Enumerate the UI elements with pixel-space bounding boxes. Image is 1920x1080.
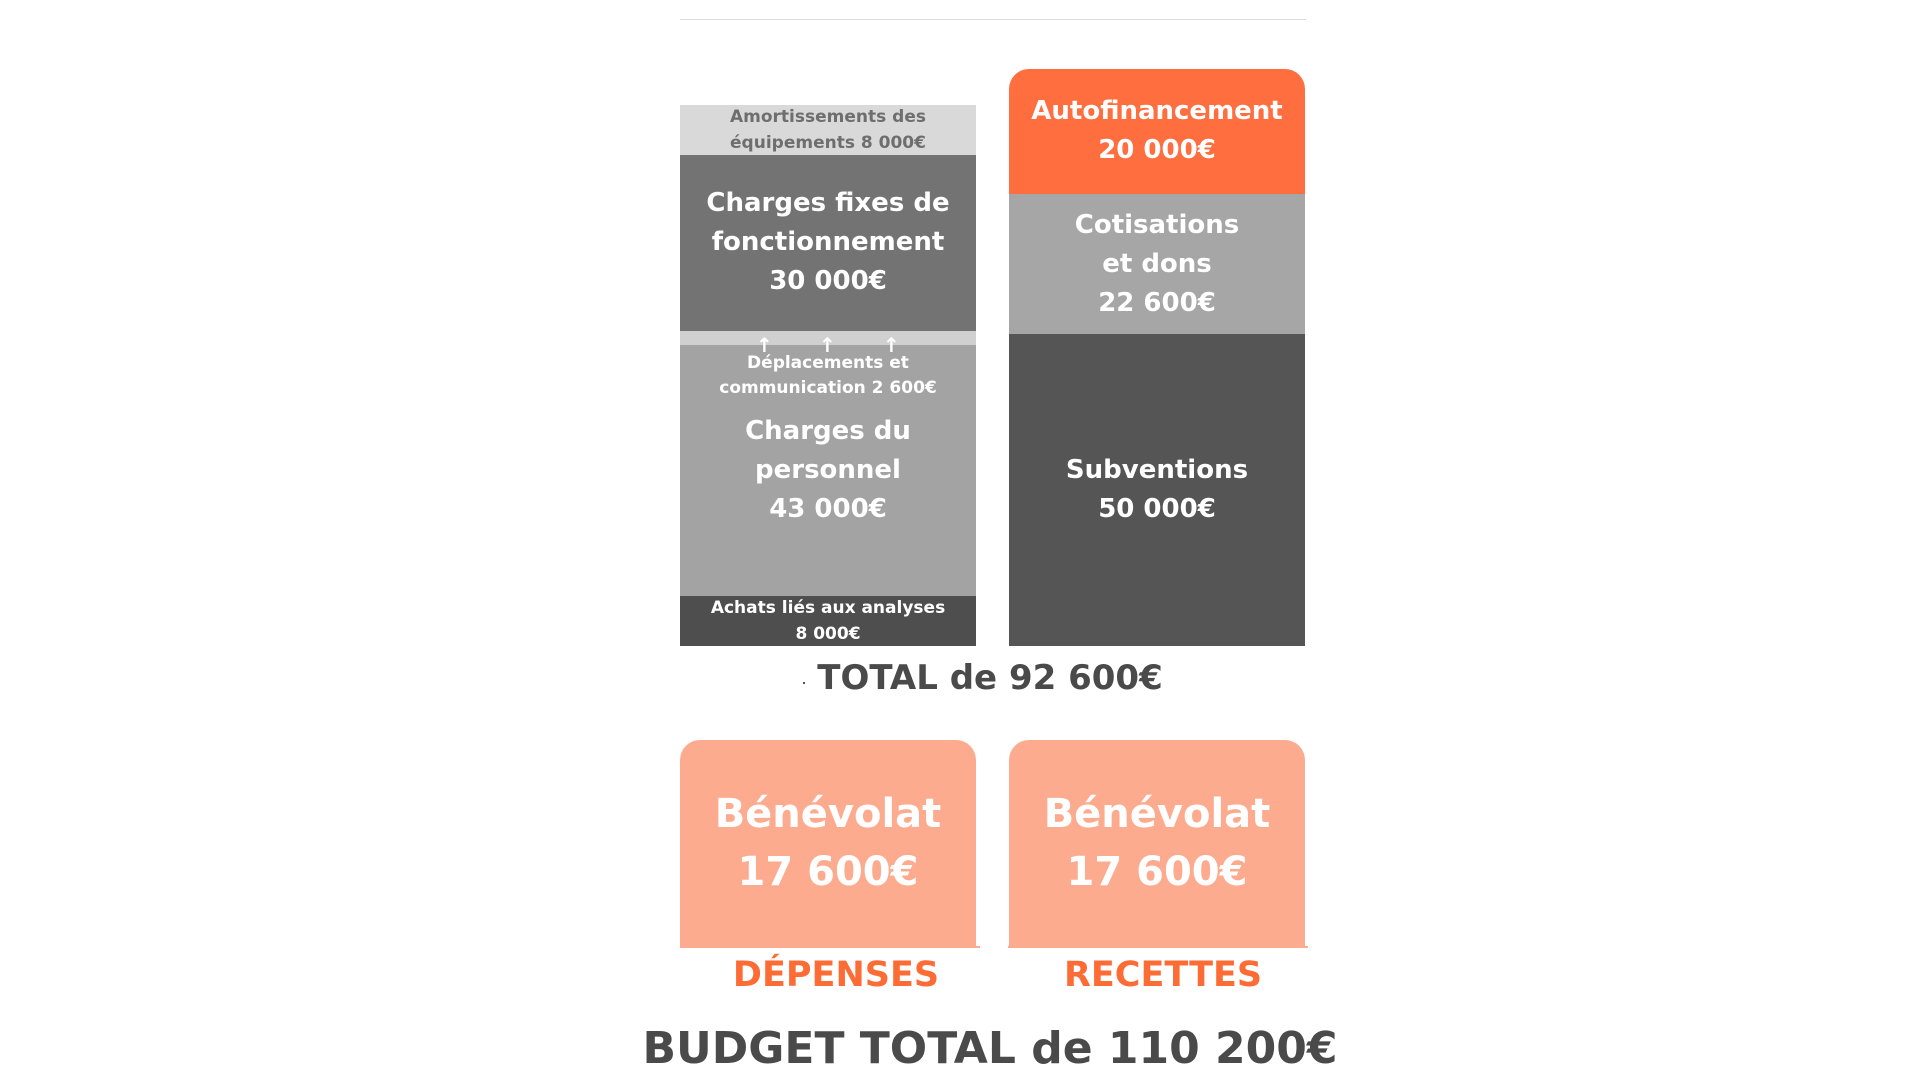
segment-label: Autofinancement 20 000€ [1031,96,1283,166]
arrow-up-icon: ↑ [883,332,900,357]
grand-total-label: BUDGET TOTAL de 110 200€ [642,1023,1338,1074]
segment-label: Subventions 50 000€ [1065,455,1249,525]
segment-bar [1009,194,1305,335]
subtotal-label: TOTAL de 92 600€ [817,658,1163,698]
arrow-up-icon: ↑ [819,332,836,357]
benevolat-recettes-bar [1009,740,1305,946]
benevolat-depenses-title: Bénévolat [714,791,942,837]
segment-bar [680,596,976,646]
segment-label: Amortissements des équipements 8 000€ [730,107,926,154]
segment-bar [1009,334,1305,646]
segment-deplacements [680,331,976,412]
benevolat-recettes-value: 17 600€ [1066,849,1248,895]
top-divider [680,19,1306,20]
segment-label: Cotisations et dons 22 600€ [1074,209,1240,318]
recettes-label: RECETTES [1063,955,1263,995]
segment-bar [680,155,976,330]
segment-bar [1009,69,1305,194]
benevolat-depenses-bar [680,740,976,946]
segment-label: Déplacements et communication 2 600€ [719,352,937,398]
depenses-label: DÉPENSES [732,955,940,995]
segment-label: Achats liés aux analyses 8 000€ [710,597,946,644]
benevolat-recettes-title: Bénévolat [1043,791,1271,837]
segment-label: Charges fixes de fonctionnement 30 000€ [706,188,950,297]
arrow-up-icon: ↑ [756,332,773,357]
benevolat-depenses-baseline [680,946,980,948]
benevolat-depenses-value: 17 600€ [737,849,919,895]
recettes-column [1009,69,1305,646]
segment-label: Charges du personnel 43 000€ [745,415,911,524]
segment-bar [680,105,976,155]
benevolat-recettes-baseline [1008,946,1308,948]
depenses-column [680,69,976,646]
